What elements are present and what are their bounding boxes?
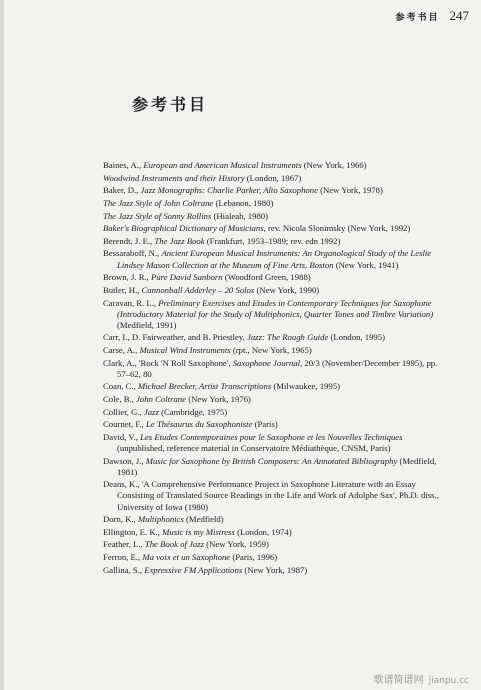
watermark — [374, 671, 469, 686]
entry-text: Berendt, J. E., — [103, 235, 155, 246]
bibliography-entry — [103, 479, 448, 512]
bibliography-list — [103, 160, 448, 577]
entry-title-text: Cannonball Adderley – 20 Solos — [141, 284, 255, 295]
bibliography-entry — [103, 173, 448, 184]
bibliography-entry — [103, 381, 448, 392]
bibliography-entry — [103, 248, 448, 270]
entry-text: , rev. Nicola Slonimsky (New York, 1992) — [263, 223, 411, 234]
bibliography-entry — [103, 432, 448, 454]
bibliography-entry — [103, 539, 448, 550]
entry-title-text: The Jazz Style of John Coltrane — [103, 197, 214, 208]
bibliography-entry — [103, 236, 448, 247]
entry-text: (New York, 1941) — [333, 259, 399, 270]
bibliography-entry — [103, 407, 448, 418]
entry-text: Caravan, R. L., — [103, 297, 159, 308]
entry-text: (New York, 1959) — [204, 539, 269, 550]
entry-title-text: Preliminary Exercises and Etudes in Contemporary Techniques for Saxophone (Introductory Material for the Study of Multiphonics, Quarter Tones and Timbre Variation) — [117, 297, 434, 319]
entry-text: (Lebanon, 1980) — [213, 197, 274, 208]
entry-text: Dorn, K., — [103, 514, 138, 525]
entry-title-text: The Book of Jazz — [144, 539, 204, 550]
entry-text: (New York, 1966) — [301, 160, 367, 170]
entry-title-text: Les Etudes Contemporaines pour le Saxophone et les Nouvelles Techniques — [140, 431, 403, 442]
entry-text: Baines, A., — [103, 160, 144, 170]
bibliography-entry — [103, 514, 448, 525]
entry-text: Clark, A., 'Rock 'N Roll Saxophone', — [103, 357, 233, 368]
entry-text: Coan, C., — [103, 381, 138, 392]
entry-text: (rpt., New York, 1965) — [230, 344, 312, 355]
entry-title-text: Music is my Mistress — [162, 526, 235, 537]
bibliography-entry — [103, 160, 448, 171]
entry-text: Carr, I., D. Fairweather, and B. Priestley, — [103, 332, 247, 343]
entry-text: Dawson, J., — [103, 455, 146, 466]
bibliography-entry — [103, 211, 448, 222]
entry-title-text: Ma voix et un Saxophone — [142, 552, 231, 563]
entry-text: Ellington, E. K., — [103, 526, 163, 537]
bibliography-entry — [103, 332, 448, 343]
entry-title-text: Michael Brecker, Artist Transcriptions — [138, 381, 272, 392]
entry-title-text: Expressive FM Applications — [144, 564, 243, 575]
entry-text: Cole, B., — [103, 393, 137, 404]
entry-text: Brown, J. R., — [103, 272, 152, 283]
watermark-url: jianpu.cc — [428, 676, 469, 686]
page-title: 参考书目 — [132, 95, 209, 114]
entry-title-text: Musical Wind Instruments — [139, 344, 231, 355]
running-header — [395, 8, 469, 24]
bibliography-entry — [103, 285, 448, 296]
bibliography-entry — [103, 345, 448, 356]
entry-text: (Medfield, 1991) — [117, 319, 177, 330]
entry-title-text: Jazz — [143, 406, 159, 417]
bibliography-entry — [103, 272, 448, 283]
entry-title-text: Ancient European Musical Instruments: An Organological Study of the Leslie Lindsey Mason Collection at the Museum of Fine Arts, Boston — [117, 248, 432, 270]
watermark-text: 歌谱简谱网 — [373, 675, 424, 686]
entry-title-text: Saxophone Journal — [232, 357, 301, 368]
entry-text: (Milwaukee, 1995) — [271, 381, 340, 392]
entry-text: (London, 1967) — [244, 172, 302, 183]
bibliography-entry — [103, 527, 448, 538]
entry-title-text: Pure David Sanborn — [151, 272, 223, 283]
bibliography-entry — [103, 419, 448, 430]
entry-text: Gallina, S., — [103, 564, 145, 575]
bibliography-entry — [103, 198, 448, 209]
bibliography-entry — [103, 358, 448, 380]
entry-title-text: The Jazz Style of Sonny Rollins — [103, 210, 212, 221]
entry-text: (Medfield) — [183, 514, 224, 525]
entry-title-text: European and American Musical Instruments — [143, 160, 302, 170]
entry-title-text: The Jazz Book — [154, 235, 205, 246]
entry-text: (Cambridge, 1975) — [158, 406, 228, 417]
bibliography-entry — [103, 394, 448, 405]
running-head: 参考书目 — [395, 13, 440, 23]
page-number: 247 — [449, 8, 469, 23]
entry-text: (Paris) — [252, 419, 278, 430]
entry-text: Baker, D., — [103, 185, 141, 196]
entry-title-text: Le Thésaurus du Saxophoniste — [145, 419, 253, 430]
bibliography-entry — [103, 456, 448, 478]
entry-text: (New York, 1978) — [317, 185, 383, 196]
entry-text: (New York, 1987) — [242, 564, 308, 575]
entry-text: Carse, A., — [103, 344, 140, 355]
entry-text: (Paris, 1996) — [230, 552, 278, 563]
entry-title-text: Multiphonics — [138, 514, 184, 525]
entry-title-text: Music for Saxophone by British Composers: An Annotated Bibliography — [145, 455, 398, 466]
entry-text: Feather, L., — [103, 539, 145, 550]
entry-text: Bessaraboff, N., — [103, 248, 162, 259]
entry-text: Collier, G., — [103, 406, 144, 417]
bibliography-entry — [103, 185, 448, 196]
entry-title-text: John Coltrane — [136, 393, 187, 404]
entry-title-text: Jazz Monographs: Charlie Parker, Alto Saxophone — [140, 185, 318, 196]
entry-title-text: Woodwind Instruments and their History — [103, 172, 245, 183]
entry-text: (Woodford Green, 1988) — [222, 272, 311, 283]
entry-text: (London, 1995) — [328, 332, 386, 343]
entry-title-text: Baker's Biographical Dictionary of Musicians — [103, 223, 264, 234]
entry-text: (Medfield, 1981) — [117, 455, 437, 477]
entry-text: (London, 1974) — [234, 526, 292, 537]
entry-text: (New York, 1990) — [254, 284, 320, 295]
bibliography-entry — [103, 565, 448, 576]
entry-title-text: Jazz: The Rough Guide — [246, 332, 329, 343]
entry-text: (Hialeah, 1980) — [211, 210, 269, 221]
entry-text: Deans, K., 'A Comprehensive Performance Project in Saxophone Literature with an Essay Consisting of Translated Source Readings in the Life and Work of Adolphe Sax', Ph.D. diss., University of Iowa (1980) — [103, 479, 439, 512]
bibliography-entry — [103, 223, 448, 234]
entry-text: Butler, H., — [103, 284, 142, 295]
entry-text: (Frankfurt, 1953–1989; rev. edn 1992) — [204, 235, 341, 246]
entry-text: , 20/3 (November/December 1995), pp. 57–62, 80 — [117, 357, 438, 379]
bibliography-entry — [103, 298, 448, 331]
bibliography-entry — [103, 552, 448, 563]
page-edge — [0, 0, 4, 690]
entry-text: David, V., — [103, 431, 141, 442]
entry-text: Ferron, E., — [103, 552, 143, 563]
entry-text: (New York, 1976) — [186, 393, 251, 404]
entry-text: Cournet, F., — [103, 419, 146, 430]
entry-text: (unpublished, reference material in Conservatoire Médiathèque, CNSM, Paris) — [117, 443, 391, 453]
